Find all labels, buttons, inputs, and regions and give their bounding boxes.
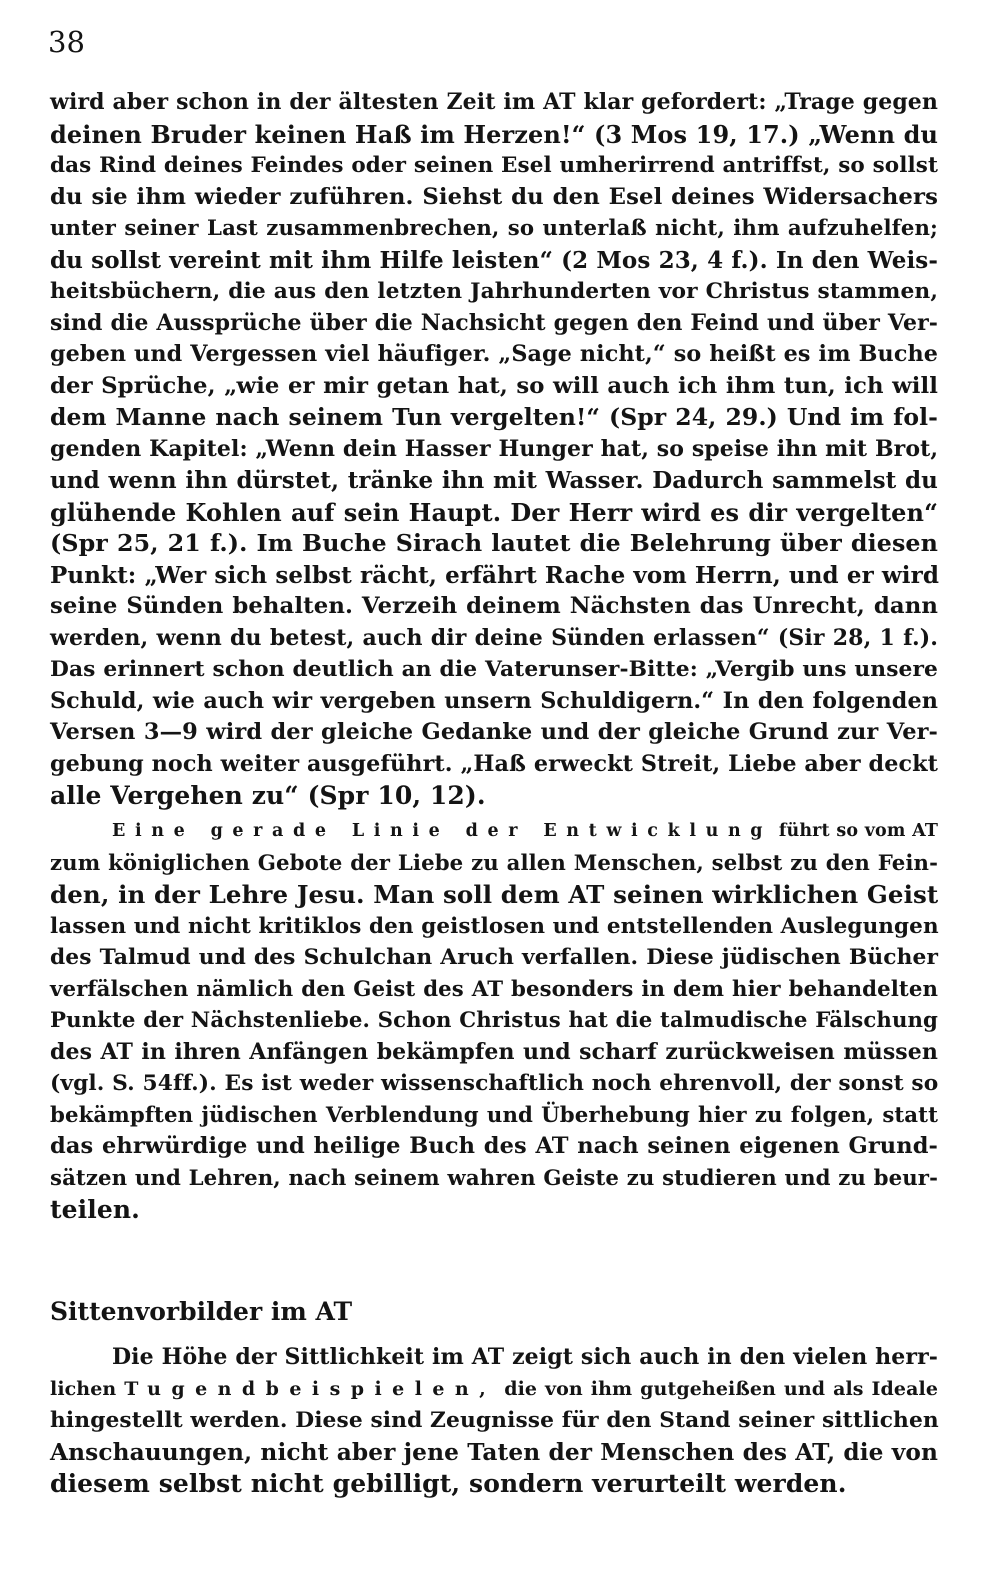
emphasized-phrase: Eine gerade Linie der Entwicklung	[112, 821, 773, 841]
text-line: (vgl. S. 54ff.). Es ist weder wissenschaftlich noch ehrenvoll, der sonst so	[50, 1071, 939, 1096]
text-line: Das erinnert schon deutlich an die Vaterunser-Bitte: „Vergib uns unsere	[50, 657, 938, 682]
text-line-indented: Die Höhe der Sittlichkeit im AT zeigt sich auch in den vielen herr-	[112, 1344, 938, 1370]
text-line: wird aber schon in der ältesten Zeit im AT klar gefordert: „Trage gegen	[50, 89, 938, 115]
text-line: Anschauungen, nicht aber jene Taten der Menschen des AT, die von	[50, 1438, 938, 1466]
text-line: du sie ihm wieder zuführen. Siehst du den Esel deines Widersachers	[50, 183, 938, 210]
text-line: Punkte der Nächstenliebe. Schon Christus hat die talmudische Fälschung	[50, 1008, 938, 1033]
text-span: die von ihm gutgeheißen und als Ideale	[504, 1377, 939, 1400]
text-line: teilen.	[50, 1195, 140, 1224]
text-line: sätzen und Lehren, nach seinem wahren Geiste zu studieren und zu beur-	[50, 1165, 938, 1191]
text-span: führt so vom AT	[778, 821, 938, 841]
text-line: genden Kapitel: „Wenn dein Hasser Hunger hat, so speise ihn mit Brot,	[50, 435, 939, 462]
text-line: und wenn ihn dürstet, tränke ihn mit Wasser. Dadurch sammelst du	[50, 467, 938, 494]
text-line: das Rind deines Feindes oder seinen Esel umherirrend antriffst, so sollst	[50, 153, 938, 178]
text-line: bekämpften jüdischen Verblendung und Überhebung hier zu folgen, statt	[50, 1102, 938, 1128]
text-line: deinen Bruder keinen Haß im Herzen!“ (3 Mos 19, 17.) „Wenn du	[50, 119, 938, 149]
text-line: dem Manne nach seinem Tun vergelten!“ (Spr 24, 29.) Und im fol-	[50, 403, 938, 431]
text-line: alle Vergehen zu“ (Spr 10, 12).	[50, 781, 486, 810]
text-line-indented	[112, 816, 938, 848]
text-line: sind die Aussprüche über die Nachsicht gegen den Feind und über Ver-	[50, 309, 938, 336]
text-line: (Spr 25, 21 f.). Im Buche Sirach lautet die Belehrung über diesen	[50, 529, 938, 557]
text-line: unter seiner Last zusammenbrechen, so unterlaß nicht, ihm aufzuhelfen;	[50, 216, 938, 241]
text-line: verfälschen nämlich den Geist des AT besonders in dem hier behandelten	[50, 976, 938, 1002]
emphasized-phrase: Tugendbeispielen,	[124, 1377, 497, 1400]
text-line: der Sprüche, „wie er mir getan hat, so will auch ich ihm tun, ich will	[50, 372, 938, 399]
text-line: geben und Vergessen viel häufiger. „Sage nicht,“ so heißt es im Buche	[50, 341, 938, 367]
text-line: das ehrwürdige und heilige Buch des AT nach seinen eigenen Grund-	[50, 1133, 938, 1159]
text-line: den, in der Lehre Jesu. Man soll dem AT seinen wirklichen Geist	[50, 880, 939, 909]
text-line: zum königlichen Gebote der Liebe zu allen Menschen, selbst zu den Fein-	[50, 850, 938, 876]
text-line: du sollst vereint mit ihm Hilfe leisten“ (2 Mos 23, 4 f.). In den Weis-	[50, 246, 938, 274]
text-line: des Talmud und des Schulchan Aruch verfallen. Diese jüdischen Bücher	[50, 945, 938, 970]
text-line: heitsbüchern, die aus den letzten Jahrhunderten vor Christus stammen,	[50, 279, 938, 304]
text-line: Schuld, wie auch wir vergeben unsern Schuldigern.“ In den folgenden	[50, 687, 938, 714]
text-line: seine Sünden behalten. Verzeih deinem Nächsten das Unrecht, dann	[50, 593, 938, 619]
text-line: Versen 3—9 wird der gleiche Gedanke und der gleiche Grund zur Ver-	[50, 719, 938, 745]
text-line: lassen und nicht kritiklos den geistlosen und entstellenden Auslegungen	[50, 913, 939, 939]
text-line: des AT in ihren Anfängen bekämpfen und scharf zurückweisen müssen	[50, 1038, 938, 1065]
text-line: hingestellt werden. Diese sind Zeugnisse für den Stand seiner sittlichen	[50, 1408, 939, 1433]
text-line: glühende Kohlen auf sein Haupt. Der Herr wird es dir vergelten“	[50, 497, 938, 527]
text-span: lichen	[50, 1377, 117, 1400]
text-line: gebung noch weiter ausgeführt. „Haß erweckt Streit, Liebe aber deckt	[50, 750, 938, 777]
text-line: Punkt: „Wer sich selbst rächt, erfährt Rache vom Herrn, und er wird	[50, 561, 940, 589]
text-line: diesem selbst nicht gebilligt, sondern verurteilt werden.	[50, 1469, 847, 1498]
text-line: werden, wenn du betest, auch dir deine Sünden erlassen“ (Sir 28, 1 f.).	[50, 624, 938, 651]
text-line	[50, 1374, 938, 1406]
page-number: 38	[48, 25, 85, 59]
section-heading: Sittenvorbilder im AT	[50, 1297, 353, 1326]
